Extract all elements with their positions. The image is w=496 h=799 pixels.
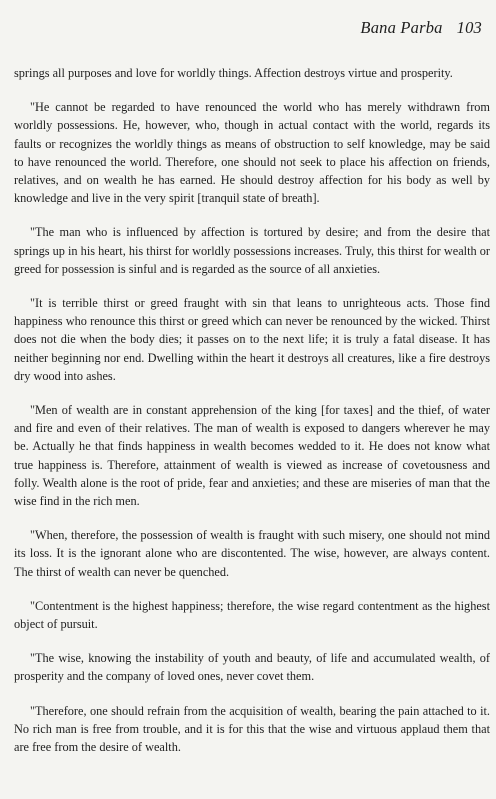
- paragraph: "The wise, knowing the instability of youth and beauty, of life and accumulated wealth, of prosperity and the company of loved ones, never covet them.: [14, 651, 490, 684]
- paragraph: "When, therefore, the possession of wealth is fraught with such misery, one should not mind its loss. It is the ignorant alone who are discontented. The wise, however, are always content. The thirst of wealth can never be quenched.: [14, 528, 490, 579]
- paragraph-continuation: springs all purposes and love for worldly things. Affection destroys virtue and prosperity.: [14, 66, 453, 80]
- running-header: [360, 18, 482, 38]
- paragraph: "Contentment is the highest happiness; therefore, the wise regard contentment as the highest object of pursuit.: [14, 598, 490, 632]
- chapter-title: Bana Parba: [360, 18, 443, 37]
- paragraph: "He cannot be regarded to have renounced the world who has merely withdrawn from worldly possessions. He, however, who, though in actual contact with the world, regards its faults or recognizes the worldly things as means of obstruction to self knowledge, may be said to have renounced the world. Therefore, one should not seek to place his affection on friends, relatives, and on wealth he has earned. He should destroy affection for his body as well by knowledge and live in the very spirit [tranquil state of breath].: [14, 100, 490, 206]
- page-number: 103: [456, 18, 482, 37]
- body-text: [14, 64, 490, 772]
- paragraph: "Men of wealth are in constant apprehension of the king [for taxes] and the thief, of water and fire and even of their relatives. The man of wealth is exposed to dangers wherever he may be. Actually he that finds happiness in wealth becomes wedded to it. He does not know what true happiness is. Therefore, attainment of wealth is viewed as increase of covetousness and folly. Wealth alone is the root of pride, fear and anxieties; and these are miseries of man that the wise find in the rich men.: [14, 403, 490, 509]
- paragraph: "Therefore, one should refrain from the acquisition of wealth, bearing the pain attached to it. No rich man is free from trouble, and it is for this that the wise and virtuous applaud them that are free from the desire of wealth.: [14, 703, 490, 755]
- paragraph: "The man who is influenced by affection is tortured by desire; and from the desire that springs up in his heart, his thirst for worldly possessions increases. Truly, this thirst for wealth or greed for possession is sinful and is regarded as the source of all anxieties.: [14, 225, 490, 276]
- paragraph: "It is terrible thirst or greed fraught with sin that leans to unrighteous acts. Those find happiness who renounce this thirst or greed which can never be renounced by the wicked. Thirst does not die when the body dies; it passes on to the next life; it is truly a fatal disease. It has neither beginning nor end. Dwelling within the heart it destroys all creatures, like a fire destroys dry wood into ashes.: [14, 296, 490, 383]
